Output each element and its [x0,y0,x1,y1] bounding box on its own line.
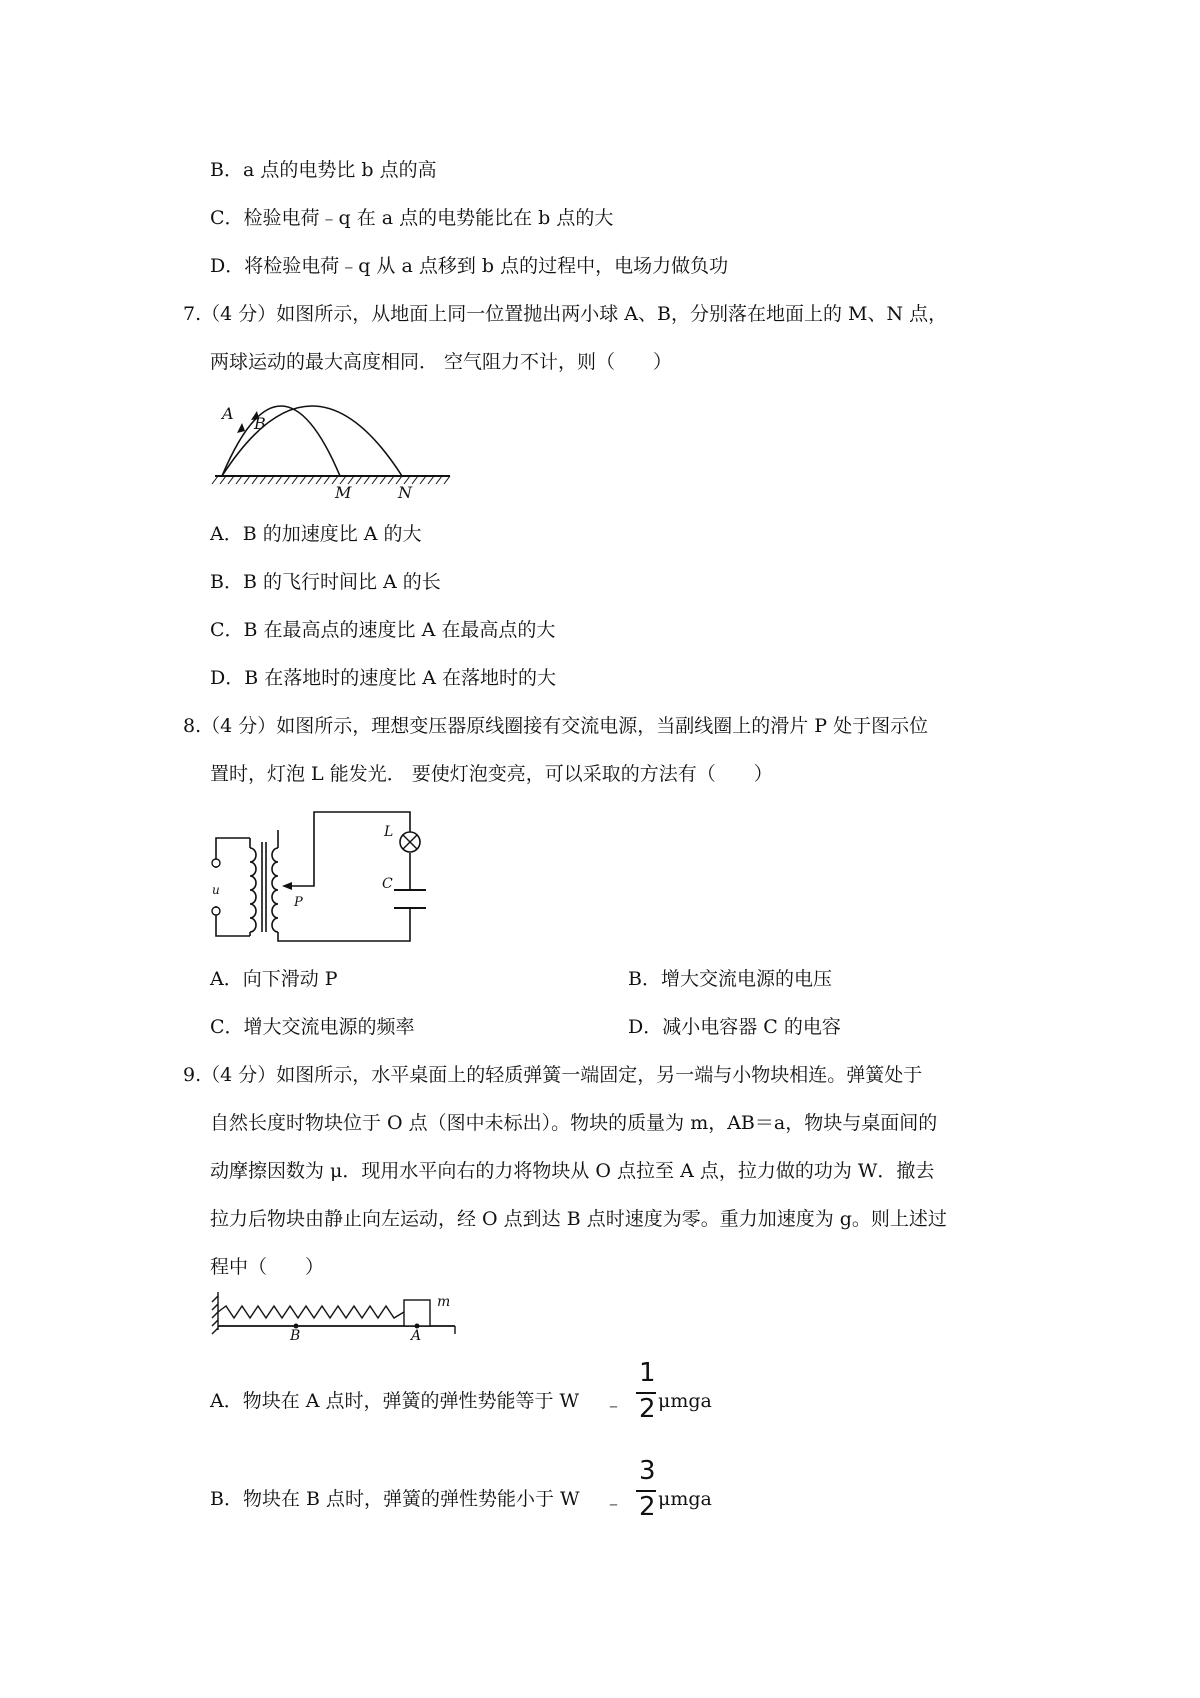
label-l: L [384,824,394,840]
terminal-top-icon [212,859,220,867]
q6-option-d: D．将检验电荷﹣q 从 a 点移到 b 点的过程中，电场力做负功 [210,255,729,277]
q8-transformer-figure [210,808,420,948]
q9-option-b-numerator: 3 [639,1456,656,1486]
trajectory-b [222,406,402,476]
q9-stem-line-1: 9.（4 分）如图所示，水平桌面上的轻质弹簧一端固定，另一端与小物块相连。弹簧处于 [183,1064,923,1086]
q6-option-c: C．检验电荷﹣q 在 a 点的电势能比在 b 点的大 [210,207,614,229]
label-a: A [411,1328,422,1344]
trajectory-a [222,406,340,476]
q9-option-a-tail: μmga [658,1390,712,1412]
label-b: B [254,414,266,433]
q9-option-b-tail: μmga [658,1488,712,1510]
q9-option-a-minus: ﹣ [604,1394,624,1416]
q8-option-d: D．减小电容器 C 的电容 [628,1016,841,1038]
label-c: C [382,876,393,892]
q9-stem-line-2: 自然长度时物块位于 O 点（图中未标出）。物块的质量为 m，AB＝a，物块与桌面间的 [210,1112,938,1134]
q9-stem-line-4: 拉力后物块由静止向左运动，经 O 点到达 B 点时速度为零。重力加速度为 g。则上述过 [210,1208,947,1230]
slider-p-arrow-icon [282,882,292,890]
label-a: A [222,404,234,423]
q7-option-c: C．B 在最高点的速度比 A 在最高点的大 [210,619,556,641]
arrow-a-icon [237,423,245,433]
q9-stem-line-5: 程中（ ） [210,1256,325,1278]
q9-option-b-denominator: 2 [639,1492,656,1522]
q9-spring-figure [210,1290,460,1344]
q8-option-c: C．增大交流电源的频率 [210,1016,415,1038]
q8-option-a: A．向下滑动 P [210,968,338,990]
q7-projectile-figure [210,385,455,505]
q7-stem-line-1: 7.（4 分）如图所示，从地面上同一位置抛出两小球 A、B，分别落在地面上的 M、N 点， [183,303,948,325]
q7-option-d: D．B 在落地时的速度比 A 在落地时的大 [210,667,557,689]
label-b: B [290,1328,301,1344]
q9-option-a-denominator: 2 [639,1394,656,1424]
q9-option-b: B．物块在 B 点时，弹簧的弹性势能小于 W [210,1488,580,1510]
q9-stem-line-3: 动摩擦因数为 μ．现用水平向右的力将物块从 O 点拉至 A 点，拉力做的功为 W．撤去 [210,1160,935,1182]
q9-option-a: A．物块在 A 点时，弹簧的弹性势能等于 W [210,1390,580,1412]
q8-option-b: B．增大交流电源的电压 [628,968,832,990]
q9-option-b-minus: ﹣ [604,1492,624,1514]
q7-option-b: B．B 的飞行时间比 A 的长 [210,571,441,593]
q8-stem-line-1: 8.（4 分）如图所示，理想变压器原线圈接有交流电源，当副线圈上的滑片 P 处于图示位 [183,715,929,737]
q6-option-b: B．a 点的电势比 b 点的高 [210,159,437,181]
q8-stem-line-2: 置时，灯泡 L 能发光． 要使灯泡变亮，可以采取的方法有（ ） [210,763,773,785]
label-u: u [212,883,220,897]
label-m: M [335,483,352,502]
label-p: P [294,895,303,910]
q9-option-a-numerator: 1 [639,1358,656,1388]
q7-stem-line-2: 两球运动的最大高度相同． 空气阻力不计，则（ ） [210,351,673,373]
terminal-bottom-icon [212,907,220,915]
q7-option-a: A．B 的加速度比 A 的大 [210,523,422,545]
label-m: m [437,1294,451,1310]
label-n: N [398,483,412,502]
